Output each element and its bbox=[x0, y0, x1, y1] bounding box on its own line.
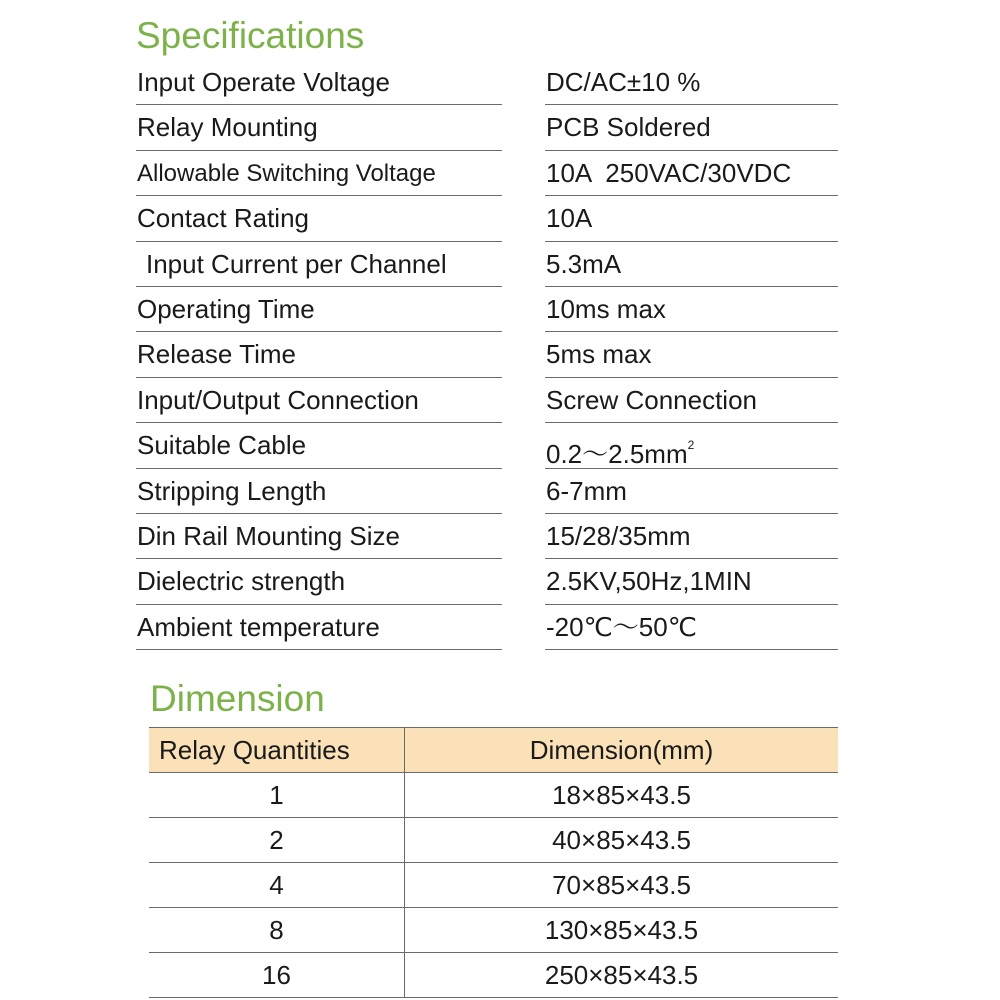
spec-value bbox=[545, 105, 838, 150]
spec-row-dielectric-strength bbox=[0, 559, 1000, 604]
dimension-cell: 40×85×43.5 bbox=[405, 818, 839, 863]
spec-value bbox=[545, 332, 838, 377]
dimension-header-row bbox=[149, 728, 838, 773]
specifications-title: Specifications bbox=[136, 15, 365, 56]
spec-label: Contact Rating bbox=[136, 196, 502, 241]
table-row bbox=[149, 773, 838, 818]
table-row bbox=[149, 953, 838, 998]
dimension-cell: 250×85×43.5 bbox=[405, 953, 839, 998]
spec-value bbox=[545, 469, 838, 514]
spec-value-text: -20℃～50℃ bbox=[546, 611, 697, 642]
spec-label: Ambient temperature bbox=[136, 605, 502, 650]
header-dimension: Dimension(mm) bbox=[405, 728, 839, 773]
spec-value bbox=[545, 151, 838, 196]
spec-value bbox=[545, 559, 838, 604]
spec-label: Input/Output Connection bbox=[136, 378, 502, 423]
dimension-cell: 18×85×43.5 bbox=[405, 773, 839, 818]
spec-value bbox=[545, 242, 838, 287]
dimension-title: Dimension bbox=[150, 678, 325, 719]
spec-row-input-output-connection bbox=[0, 378, 1000, 423]
specifications-list bbox=[0, 60, 1000, 650]
dimension-cell: 130×85×43.5 bbox=[405, 908, 839, 953]
relay-quantity-cell: 1 bbox=[149, 773, 405, 818]
spec-row-relay-mounting bbox=[0, 105, 1000, 150]
spec-label: Relay Mounting bbox=[136, 105, 502, 150]
dimension-table bbox=[149, 727, 838, 998]
spec-value-superscript: 2 bbox=[687, 438, 695, 453]
spec-row-suitable-cable bbox=[0, 423, 1000, 468]
spec-row-din-rail-mounting-size bbox=[0, 514, 1000, 559]
spec-row-input-current-per-channel bbox=[0, 242, 1000, 287]
spec-row-ambient-temperature bbox=[0, 605, 1000, 650]
spec-label: Input Operate Voltage bbox=[136, 60, 502, 105]
spec-row-input-operate-voltage bbox=[0, 60, 1000, 105]
spec-value-text: 10ms max bbox=[546, 293, 666, 324]
spec-value-text: PCB Soldered bbox=[546, 112, 711, 143]
relay-quantity-cell: 16 bbox=[149, 953, 405, 998]
spec-value-text: 10A bbox=[546, 203, 593, 234]
table-row bbox=[149, 863, 838, 908]
spec-label: Operating Time bbox=[136, 287, 502, 332]
spec-label: Suitable Cable bbox=[136, 423, 502, 468]
spec-value-text: 0.2～2.5mm bbox=[546, 439, 688, 470]
spec-value bbox=[545, 378, 838, 423]
spec-label: Input Current per Channel bbox=[136, 242, 502, 287]
spec-row-release-time bbox=[0, 332, 1000, 377]
spec-value bbox=[545, 287, 838, 332]
spec-label: Release Time bbox=[136, 332, 502, 377]
spec-label: Allowable Switching Voltage bbox=[136, 151, 502, 196]
spec-value bbox=[545, 60, 838, 105]
dimension-cell: 70×85×43.5 bbox=[405, 863, 839, 908]
spec-row-allowable-switching-voltage bbox=[0, 151, 1000, 196]
spec-label: Din Rail Mounting Size bbox=[136, 514, 502, 559]
spec-value bbox=[545, 605, 838, 650]
spec-label: Stripping Length bbox=[136, 469, 502, 514]
relay-quantity-cell: 2 bbox=[149, 818, 405, 863]
spec-value-text: 10A 250VAC/30VDC bbox=[546, 157, 792, 188]
table-row bbox=[149, 818, 838, 863]
spec-value bbox=[545, 196, 838, 241]
header-relay-quantities: Relay Quantities bbox=[149, 728, 405, 773]
spec-value-text: DC/AC±10 % bbox=[546, 67, 701, 97]
spec-row-stripping-length bbox=[0, 469, 1000, 514]
spec-value-text: 15/28/35mm bbox=[546, 520, 691, 551]
spec-value bbox=[545, 514, 838, 559]
spec-value bbox=[545, 423, 838, 468]
spec-value-text: 6-7mm bbox=[546, 475, 627, 506]
relay-quantity-cell: 4 bbox=[149, 863, 405, 908]
spec-value-text: 5ms max bbox=[546, 339, 652, 370]
relay-quantity-cell: 8 bbox=[149, 908, 405, 953]
spec-label: Dielectric strength bbox=[136, 559, 502, 604]
spec-value-text: Screw Connection bbox=[546, 384, 757, 415]
spec-value-text: 5.3mA bbox=[546, 248, 622, 279]
spec-row-contact-rating bbox=[0, 196, 1000, 241]
spec-value-text: 2.5KV,50Hz,1MIN bbox=[546, 566, 752, 597]
table-row bbox=[149, 908, 838, 953]
spec-row-operating-time bbox=[0, 287, 1000, 332]
